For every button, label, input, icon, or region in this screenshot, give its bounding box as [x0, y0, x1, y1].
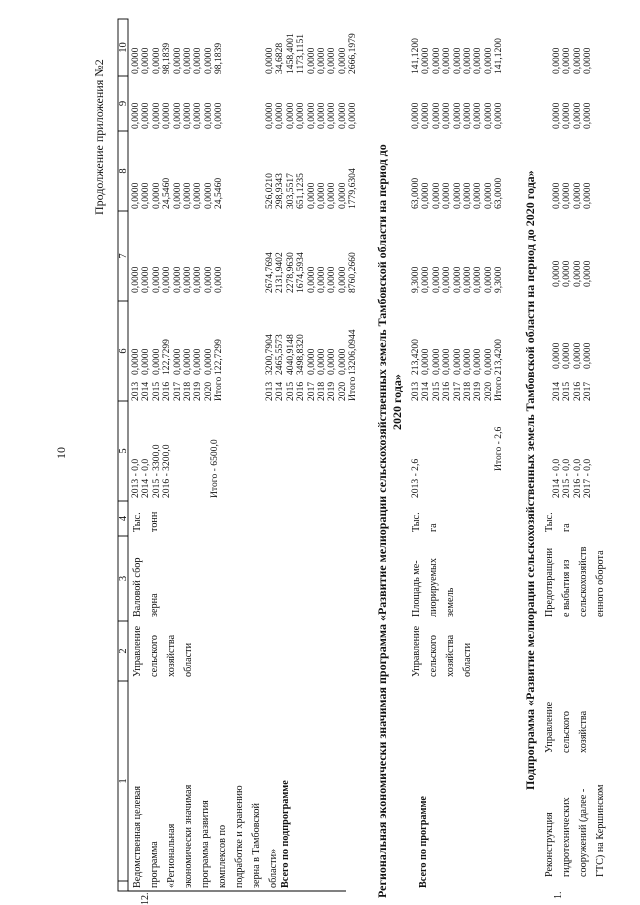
program-total-target-total: Итого - 2,6: [493, 426, 504, 471]
header-col-5-label: 4: [118, 515, 129, 522]
program-title-line-2: 2020 года»: [390, 374, 404, 430]
program-title-line-1: Региональная экономически значимая программа «Развитие мелиорации сельскохозяйственных земель Тамбовской области на период до: [375, 144, 389, 898]
subprogram-total-col6: 3200,7904 2465,5573 4040,9148 3498,8320 0,0000 0,0000 0,0000 0,0000 13206,0944: [264, 329, 359, 375]
header-col-3-label: 2: [118, 648, 129, 654]
program-total-years: 2013 2014 2015 2016 2017 2018 2019 2020 Итого: [410, 376, 505, 401]
header-col-6-label: 5: [118, 448, 129, 454]
program-total-col10: 141,1200 0,0000 0,0000 0,0000 0,0000 0,0000 0,0000 0,0000 141,1200: [410, 38, 505, 74]
program-total-col8: 63,0000 0,0000 0,0000 0,0000 0,0000 0,0000 0,0000 0,0000 63,0000: [410, 177, 505, 209]
program-total-col6: 213,4200 0,0000 0,0000 0,0000 0,0000 0,0000 0,0000 0,0000 213,4200: [410, 339, 505, 375]
header-col-11-label: 10: [118, 42, 129, 53]
row-12-col10: 0,0000 0,0000 0,0000 98,1839 0,0000 0,0000 0,0000 0,0000 98,1839: [130, 42, 225, 74]
row-1-executor: Управление сельского хозяйства: [544, 701, 589, 753]
header-col-10-label: 9: [118, 100, 129, 107]
subprogram-total-col8: 526,0210 298,9343 303,5517 651,1235 0,0000 0,0000 0,0000 0,0000 1779,6304: [264, 168, 359, 209]
header-col-9-label: 8: [118, 168, 129, 174]
row-12-col7: 0,0000 0,0000 0,0000 0,0000 0,0000 0,0000 0,0000 0,0000 0,0000: [130, 266, 225, 293]
header-col-2-label: 1: [118, 778, 129, 784]
row-12-target-total: Итого - 6500,0: [209, 439, 220, 498]
program-total-col9: 0,0000 0,0000 0,0000 0,0000 0,0000 0,0000 0,0000 0,0000 0,0000: [410, 102, 505, 129]
row-1-target: 2014 - 0,0 2015 - 0,0 2016 - 0,0 2017 - 0,0: [551, 458, 594, 498]
subprogram-title: Подпрограмма «Развитие мелиорации сельскохозяйственных земель Тамбовской области на период до 2020 года»: [523, 170, 537, 790]
row-12-target: 2013 - 0,0 2014 - 0,0 2015 - 3300,0 2016 - 3200,0: [130, 444, 173, 498]
program-total-label: Всего по программе: [418, 796, 429, 888]
row-12-col9: 0,0000 0,0000 0,0000 0,0000 0,0000 0,0000 0,0000 0,0000 0,0000: [130, 102, 225, 129]
subprogram-total-label: Всего по подпрограмме: [280, 780, 291, 888]
program-total-executor: Управление сельского хозяйства области: [411, 625, 473, 677]
row-1-col10: 0,0000 0,0000 0,0000 0,0000: [551, 47, 594, 74]
row-1-years: 2014 2015 2016 2017: [551, 381, 594, 401]
subprogram-total-col7: 2674,7694 2131,9402 2278,9630 1674,5934 0,0000 0,0000 0,0000 0,0000 8760,2660: [264, 252, 359, 293]
row-1-indicator: Предотвращени е выбытия из сельскохозяйств енного оборота: [544, 546, 606, 617]
row-12-unit: Тыс. тонн: [132, 511, 160, 532]
row-1-name: Реконструкция гидротехнических сооружений (далее - ГТС) на Кершинском: [544, 784, 606, 877]
row-12-executor: Управление сельского хозяйства области: [132, 625, 194, 677]
row-12-years: 2013 2014 2015 2016 2017 2018 2019 2020 Итого: [130, 376, 225, 401]
row-1-unit: Тыс. га: [544, 512, 572, 532]
program-total-target: 2013 - 2,6: [410, 458, 421, 498]
header-col-8-label: 7: [118, 253, 129, 259]
header-col-4-label: 3: [118, 575, 129, 582]
header-col-7-label: 6: [118, 348, 129, 354]
page-number: 10: [54, 447, 68, 459]
row-12-name: Ведомственная целевая программа «Региональная экономически значимая программа развития комплексов по подработке и хранению зерна в Тамбовской области»: [132, 784, 279, 888]
program-total-col7: 9,3000 0,0000 0,0000 0,0000 0,0000 0,0000 0,0000 0,0000 9,3000: [410, 266, 505, 293]
program-total-unit: Тыс. га: [411, 512, 439, 532]
row-1-col8: 0,0000 0,0000 0,0000 0,0000: [551, 182, 594, 209]
row-12-number: 12.: [140, 892, 151, 905]
program-total-indicator: Площадь ме- лиорируемых земель: [411, 557, 456, 617]
row-1-col6: 0,0000 0,0000 0,0000 0,0000: [551, 342, 594, 369]
continuation-label: Продолжение приложения №2: [92, 59, 106, 215]
row-1-number: 1.: [553, 891, 564, 899]
row-12-col6: 0,0000 0,0000 0,0000 122,7299 0,0000 0,0000 0,0000 0,0000 122,7299: [130, 339, 225, 375]
row-12-indicator: Валовой сбор зерна: [132, 557, 160, 617]
row-12-col8: 0,0000 0,0000 0,0000 24,5460 0,0000 0,0000 0,0000 0,0000 24,5460: [130, 177, 225, 209]
row-1-col9: 0,0000 0,0000 0,0000 0,0000: [551, 102, 594, 129]
subprogram-total-col10: 0,0000 34,6828 1458,4001 1173,1151 0,0000 0,0000 0,0000 0,0000 2666,1979: [264, 33, 359, 74]
subprogram-total-col9: 0,0000 0,0000 0,0000 0,0000 0,0000 0,0000 0,0000 0,0000 0,0000: [264, 102, 359, 129]
row-1-col7: 0,0000 0,0000 0,0000 0,0000: [551, 260, 594, 287]
subprogram-total-years: 2013 2014 2015 2016 2017 2018 2019 2020 Итого: [264, 376, 359, 401]
